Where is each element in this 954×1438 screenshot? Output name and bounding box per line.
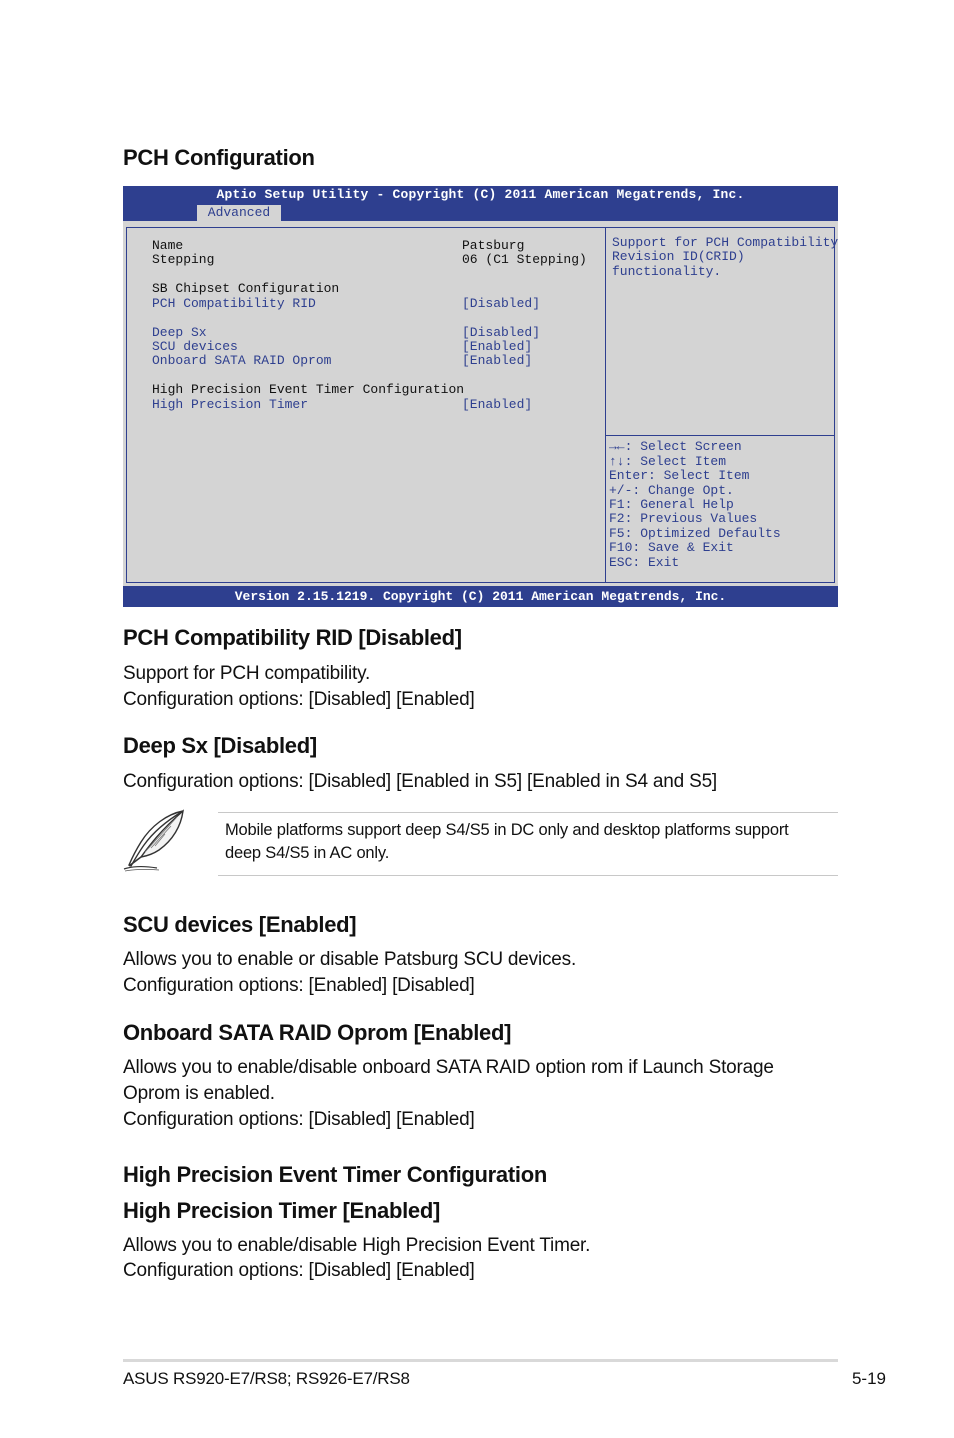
bios-version-bar: Version 2.15.1219. Copyright (C) 2011 American Megatrends, Inc.	[123, 586, 838, 607]
bios-tab-advanced[interactable]: Advanced	[197, 205, 281, 221]
page-title: PCH Configuration	[123, 145, 315, 170]
heading-hpet-config: High Precision Event Timer Configuration	[123, 1162, 547, 1187]
text-scu-options: Configuration options: [Enabled] [Disabled]	[123, 975, 475, 996]
note-text-line: Mobile platforms support deep S4/S5 in DC only and desktop platforms support	[225, 821, 789, 839]
heading-hpet: High Precision Timer [Enabled]	[123, 1198, 440, 1223]
bios-key-hint: ↑↓: Select Item	[609, 454, 727, 469]
text-sata-desc-cont: Oprom is enabled.	[123, 1083, 275, 1104]
text-hpet-desc: Allows you to enable/disable High Precision Event Timer.	[123, 1235, 591, 1256]
text-pch-rid-desc: Support for PCH compatibility.	[123, 663, 371, 684]
bios-value-sata-raid-oprom[interactable]: [Enabled]	[462, 353, 533, 368]
text-pch-rid-options: Configuration options: [Disabled] [Enabled]	[123, 689, 475, 710]
bios-key-hint: ESC: Exit	[609, 555, 680, 570]
bios-screenshot	[123, 186, 838, 607]
note-divider-bottom	[218, 875, 838, 876]
heading-scu-devices: SCU devices [Enabled]	[123, 912, 357, 937]
bios-item-deep-sx[interactable]: Deep Sx	[152, 325, 207, 340]
bios-help-text: functionality.	[612, 264, 722, 279]
note-text	[225, 819, 837, 865]
heading-sata-raid-oprom: Onboard SATA RAID Oprom [Enabled]	[123, 1020, 512, 1045]
bios-item-pch-rid[interactable]: PCH Compatibility RID	[152, 296, 316, 311]
bios-help-text: Support for PCH Compatibility	[612, 235, 839, 250]
bios-row-label: Stepping	[152, 252, 215, 267]
heading-pch-rid: PCH Compatibility RID [Disabled]	[123, 625, 462, 650]
bios-key-hint: →←: Select Screen	[609, 439, 742, 454]
bios-help-text: Revision ID(CRID)	[612, 249, 745, 264]
text-hpet-options: Configuration options: [Disabled] [Enabled]	[123, 1260, 475, 1281]
bios-row-label: High Precision Event Timer Configuration	[152, 382, 465, 397]
bios-value-pch-rid[interactable]: [Disabled]	[462, 296, 541, 311]
bios-row-label: SB Chipset Configuration	[152, 281, 340, 296]
bios-key-hint: F2: Previous Values	[609, 511, 758, 526]
feather-pen-icon	[121, 808, 187, 872]
bios-help-divider	[605, 435, 834, 436]
heading-deep-sx: Deep Sx [Disabled]	[123, 733, 317, 758]
bios-key-hint: F10: Save & Exit	[609, 540, 734, 555]
bios-title: Aptio Setup Utility - Copyright (C) 2011 American Megatrends, Inc.	[216, 187, 745, 202]
bios-item-sata-raid-oprom[interactable]: Onboard SATA RAID Oprom	[152, 353, 332, 368]
bios-key-hint: F1: General Help	[609, 497, 734, 512]
bios-row-value: Patsburg	[462, 238, 525, 253]
bios-title-bar	[123, 186, 838, 221]
text-scu-desc: Allows you to enable or disable Patsburg SCU devices.	[123, 949, 577, 970]
bios-value-scu-devices[interactable]: [Enabled]	[462, 339, 533, 354]
bios-divider	[605, 228, 606, 582]
bios-value-hpet[interactable]: [Enabled]	[462, 397, 533, 412]
footer-divider	[123, 1359, 838, 1362]
bios-row-value: 06 (C1 Stepping)	[462, 252, 587, 267]
note-text-line: deep S4/S5 in AC only.	[225, 844, 390, 862]
note-divider-top	[218, 812, 838, 813]
footer-model: ASUS RS920-E7/RS8; RS926-E7/RS8	[123, 1369, 410, 1388]
bios-item-scu-devices[interactable]: SCU devices	[152, 339, 238, 354]
bios-key-hint: +/-: Change Opt.	[609, 483, 734, 498]
bios-key-hint: Enter: Select Item	[609, 468, 750, 483]
bios-key-hint: F5: Optimized Defaults	[609, 526, 781, 541]
text-sata-desc: Allows you to enable/disable onboard SATA RAID option rom if Launch Storage	[123, 1057, 774, 1078]
text-deep-sx-options: Configuration options: [Disabled] [Enabled in S5] [Enabled in S4 and S5]	[123, 771, 718, 792]
bios-item-hpet[interactable]: High Precision Timer	[152, 397, 309, 412]
bios-row-label: Name	[152, 238, 184, 253]
bios-main-frame	[126, 227, 839, 583]
bios-value-deep-sx[interactable]: [Disabled]	[462, 325, 541, 340]
page-number: 5-19	[851, 1369, 886, 1388]
text-sata-options: Configuration options: [Disabled] [Enabled]	[123, 1109, 475, 1130]
